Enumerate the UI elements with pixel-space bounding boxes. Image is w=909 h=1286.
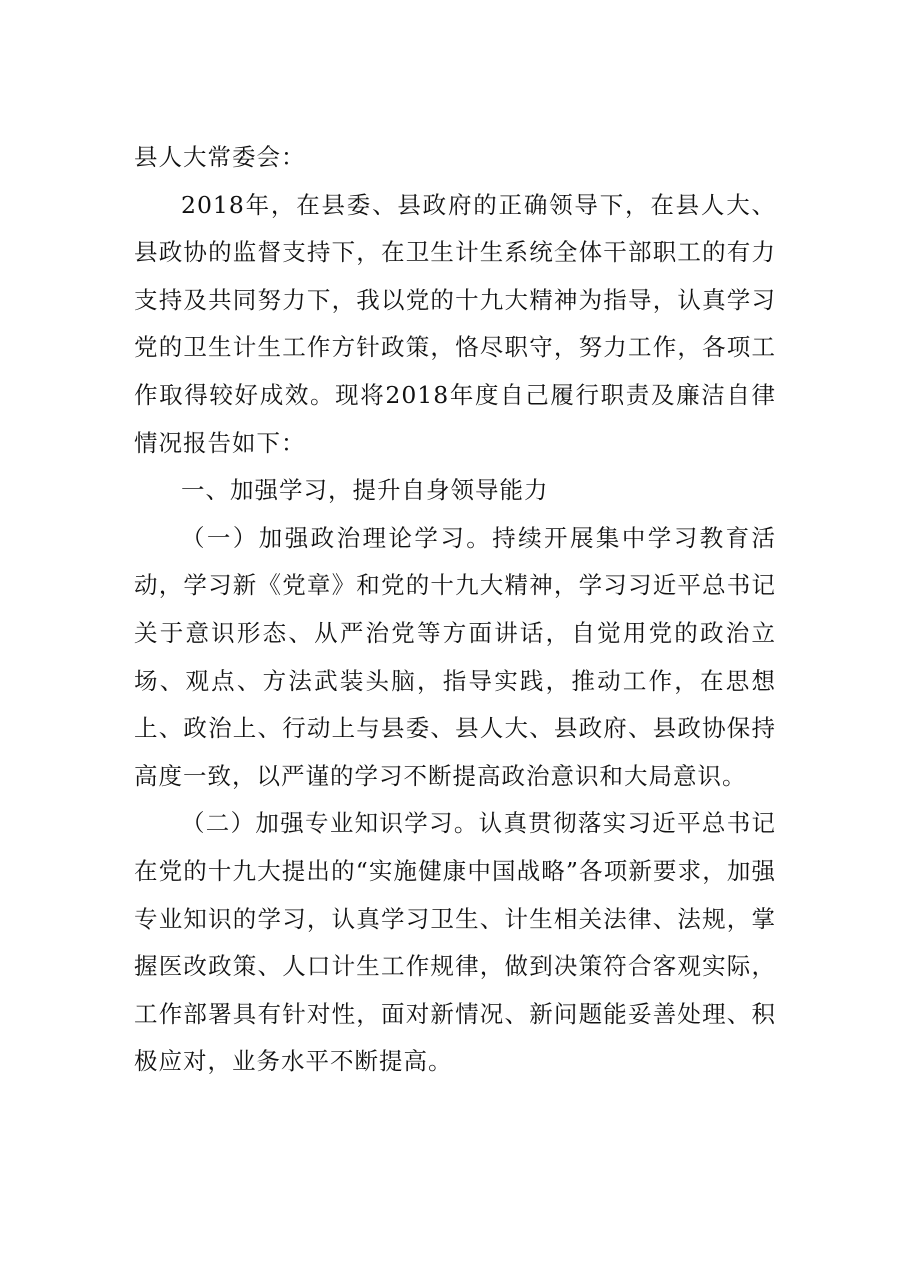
document-body [134,134,776,1086]
section-heading-1: 一、加强学习，提升自身领导能力 [181,476,549,505]
subsection-1-paragraph: （一）加强政治理论学习。持续开展集中学习教育活动，学习新《党章》和党的十九大精神，学习习近平总书记关于意识形态、从严治党等方面讲话，自觉用党的政治立场、观点、方法武装头脑，指导实践，推动工作，在思想上、政治上、行动上与县委、县人大、县政府、县政协保持高度一致，以严谨的学习不断提高政治意识和大局意识。 [134,523,776,790]
subsection-2-paragraph: （二）加强专业知识学习。认真贯彻落实习近平总书记在党的十九大提出的“实施健康中国战略”各项新要求，加强专业知识的学习，认真学习卫生、计生相关法律、法规，掌握医改政策、人口计生工作规律，做到决策符合客观实际，工作部署具有针对性，面对新情况、新问题能妥善处理、积极应对，业务水平不断提高。 [134,809,776,1076]
salutation: 县人大常委会： [134,143,306,171]
intro-paragraph: 2018年，在县委、县政府的正确领导下，在县人大、县政协的监督支持下，在卫生计生系统全体干部职工的有力支持及共同努力下，我以党的十九大精神为指导，认真学习党的卫生计生工作方针政策，恪尽职守，努力工作，各项工作取得较好成效。现将2018年度自己履行职责及廉洁自律情况报告如下： [134,190,776,457]
